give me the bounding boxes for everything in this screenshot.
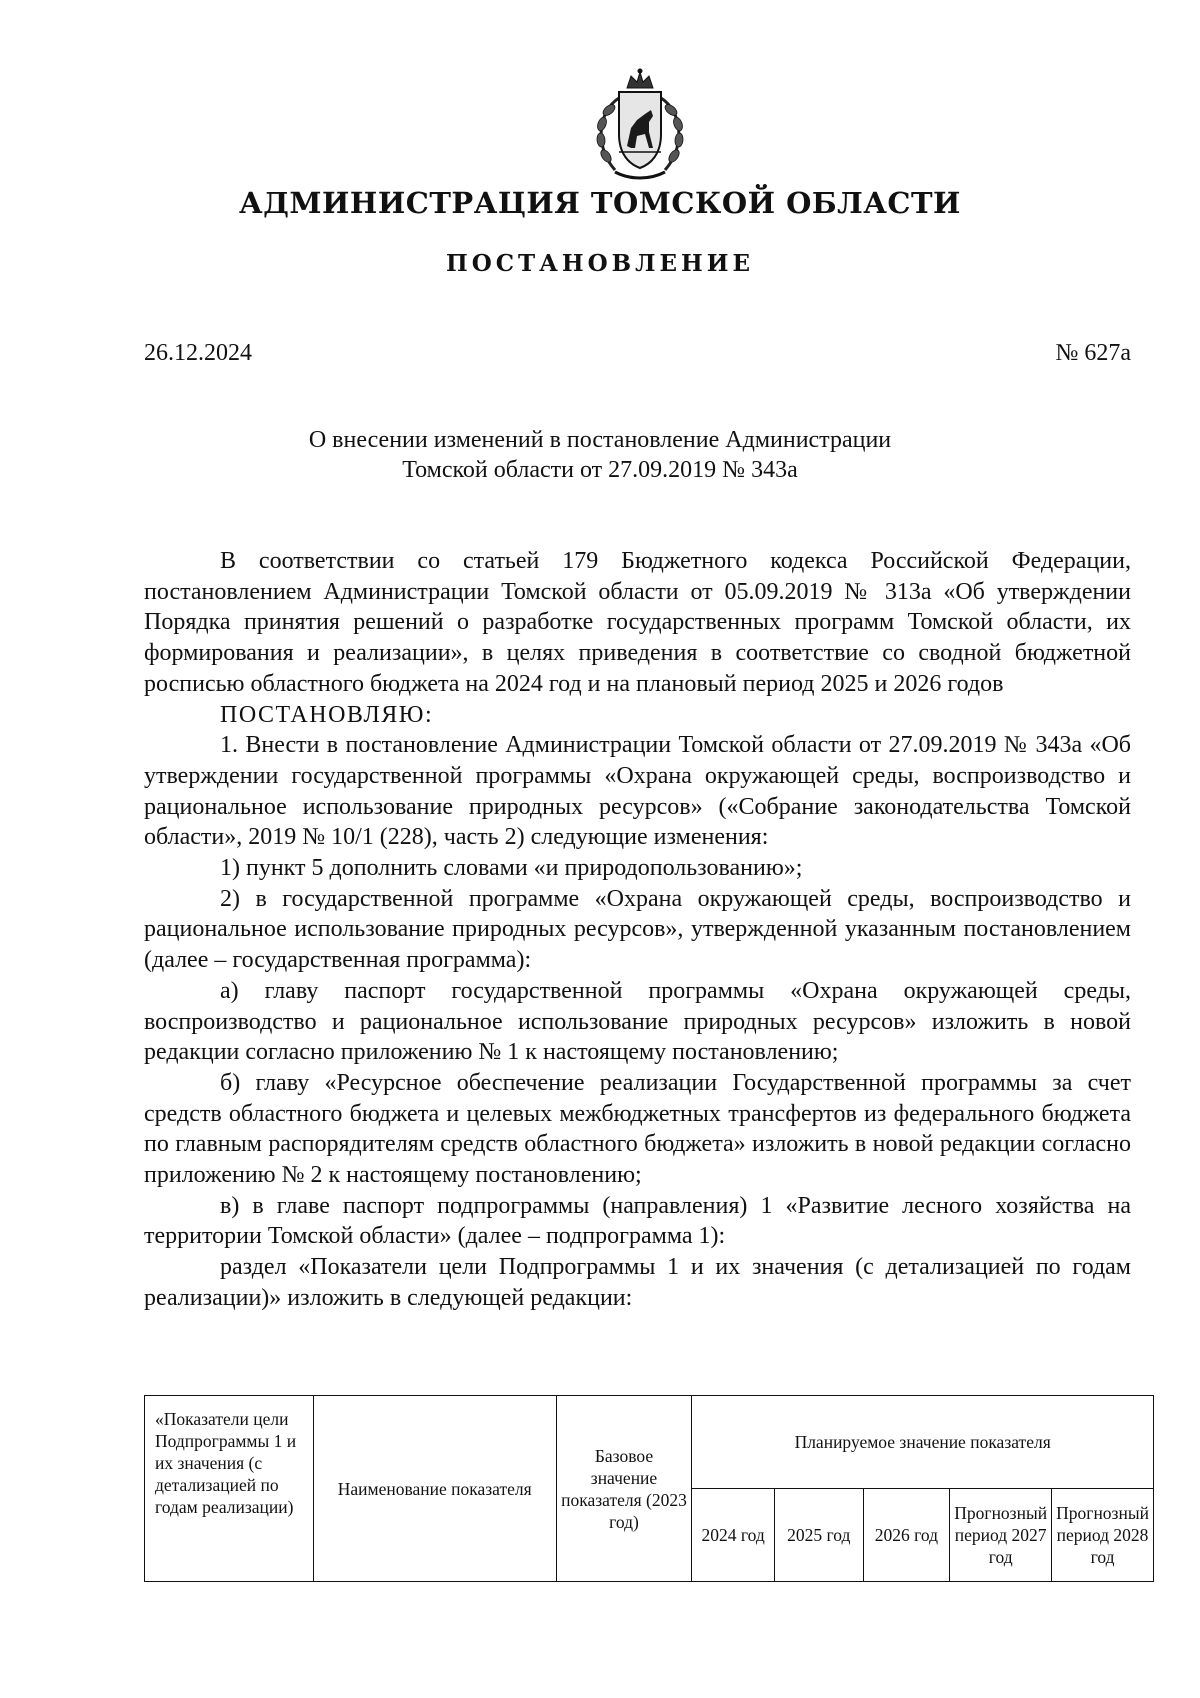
decree-word: ПОСТАНОВЛЯЮ: bbox=[220, 701, 434, 728]
clause-1-paragraph: 1. Внести в постановление Администрации Томской области от 27.09.2019 № 343а «Об утверждении государственной программы «Охрана окружающей среды, воспроизводство и рациональное использование природных ресурсов» («Собрание законодательства Томской области», 2019 № 10/1 (228), часть 2) следующие изменения: bbox=[144, 732, 1131, 851]
clause-1-2-v-sub-paragraph: раздел «Показатели цели Подпрограммы 1 и их значения (с детализацией по годам реализации)» изложить в следующей редакции: bbox=[144, 1254, 1131, 1311]
document-body bbox=[144, 546, 1131, 1314]
org-title: АДМИНИСТРАЦИЯ ТОМСКОЙ ОБЛАСТИ bbox=[239, 186, 961, 220]
document-subject bbox=[0, 425, 1200, 485]
document-number: № 627а bbox=[1055, 340, 1131, 366]
table-header-year: 2026 год bbox=[863, 1489, 950, 1582]
document-date: 26.12.2024 bbox=[144, 340, 252, 366]
subject-line-1: О внесении изменений в постановление Администрации bbox=[308, 427, 892, 453]
indicators-table bbox=[144, 1395, 1154, 1582]
subject-line-2: Томской области от 27.09.2019 № 343а bbox=[402, 457, 798, 483]
clause-1-2-b-paragraph: б) главу «Ресурсное обеспечение реализации Государственной программы за счет средств областного бюджета и целевых межбюджетных трансфертов из федерального бюджета по главным распорядителям средств областного бюджета» изложить в новой редакции согласно приложению № 2 к настоящему постановлению; bbox=[144, 1069, 1131, 1189]
table-header-year: 2025 год bbox=[774, 1489, 863, 1582]
clause-1-2-v-paragraph: в) в главе паспорт подпрограммы (направления) 1 «Развитие лесного хозяйства на территории Томской области» (далее – подпрограмма 1): bbox=[144, 1192, 1131, 1250]
table-header-planned-value: Планируемое значение показателя bbox=[692, 1396, 1154, 1489]
document-type: ПОСТАНОВЛЕНИЕ bbox=[446, 250, 754, 277]
clause-1-2-a-paragraph: а) главу паспорт государственной программы «Охрана окружающей среды, воспроизводство и рациональное использование природных ресурсов» изложить в новой редакции согласно приложению № 1 к настоящему постановлению; bbox=[144, 977, 1131, 1066]
table-header-year: 2024 год bbox=[692, 1489, 775, 1582]
clause-1-1-paragraph: 1) пункт 5 дополнить словами «и природопользованию»; bbox=[220, 855, 803, 882]
table-header-indicators: «Показатели цели Подпрограммы 1 и их значения (с детализацией по годам реализации) bbox=[145, 1396, 314, 1582]
coat-of-arms-icon bbox=[575, 68, 705, 188]
table-header-year: Прогнозный период 2028 год bbox=[1052, 1489, 1154, 1582]
preamble-paragraph: В соответствии со статьей 179 Бюджетного кодекса Российской Федерации, постановлением Администрации Томской области от 05.09.2019 № 313а «Об утверждении Порядка принятия решений о разработке государственных программ Томской области, их формирования и реализации», в целях приведения в соответствие со сводной бюджетной росписью областного бюджета на 2024 год и на плановый период 2025 и 2026 годов bbox=[144, 548, 1131, 697]
table-header-base-value: Базовое значение показателя (2023 год) bbox=[556, 1396, 692, 1582]
table-header-year: Прогнозный период 2027 год bbox=[950, 1489, 1052, 1582]
table-header-name: Наименование показателя bbox=[313, 1396, 556, 1582]
clause-1-2-paragraph: 2) в государственной программе «Охрана окружающей среды, воспроизводство и рациональное использование природных ресурсов», утвержденной указанным постановлением (далее – государственная программа): bbox=[144, 885, 1131, 974]
